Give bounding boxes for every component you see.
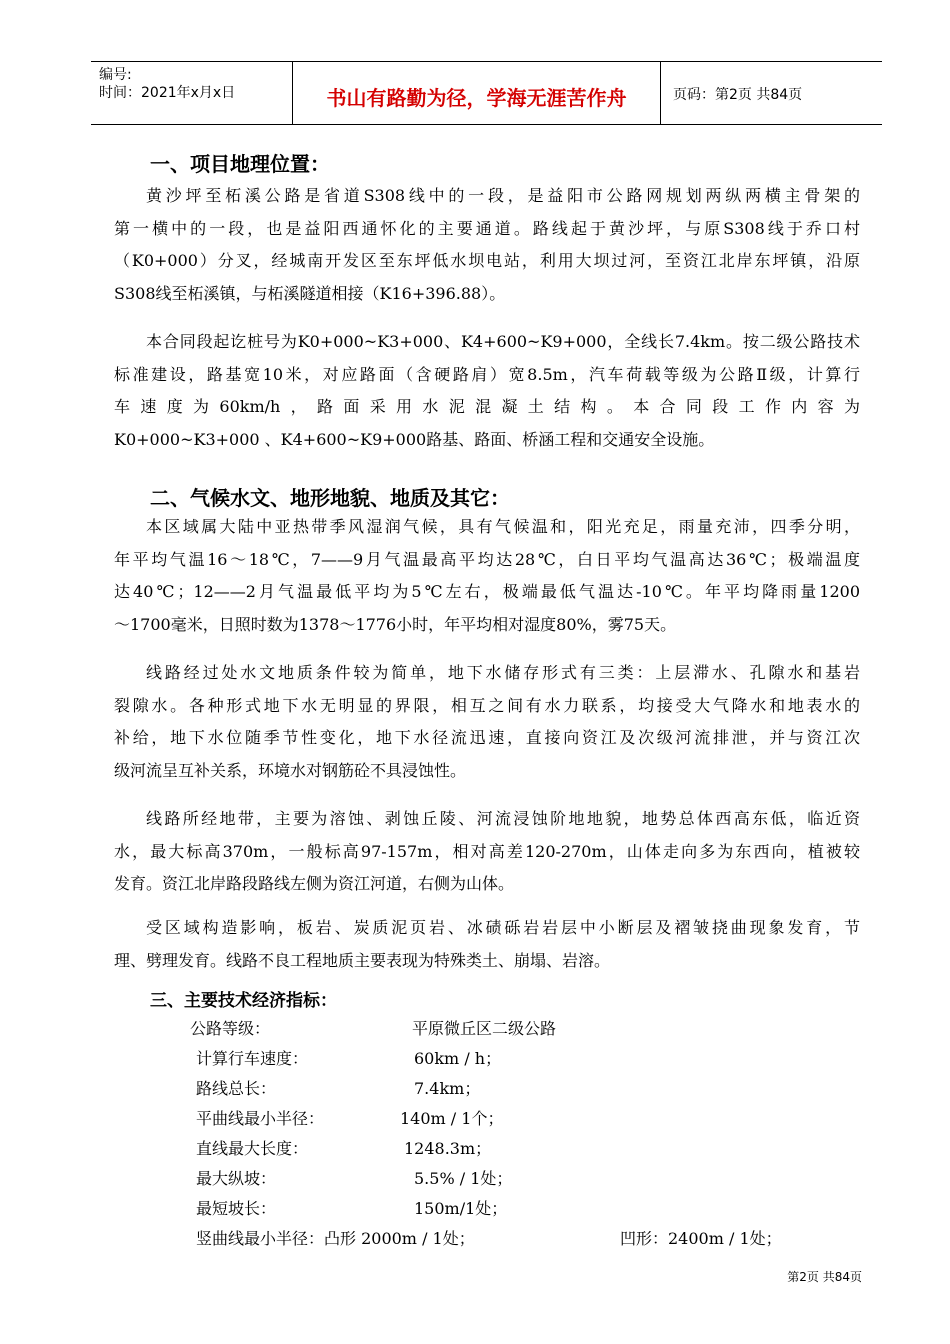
document-number-label: 编号:: [99, 67, 132, 83]
page-header: [91, 61, 882, 125]
spec-value: 5.5% / 1处；: [414, 1169, 513, 1188]
document-time: 时间：2021年x月x日: [99, 85, 236, 101]
section-title-location: 一、项目地理位置：: [150, 152, 330, 176]
text-line: （K0+000）分叉，经城南开发区至东坪低水坝电站，利用大坝过河，至资江北岸东坪镇，沿原: [114, 251, 860, 270]
spec-label: 路线总长：: [196, 1079, 277, 1098]
spec-label: 最大纵坡：: [196, 1169, 277, 1188]
header-divider: [660, 62, 661, 124]
text-line: 级河流呈互补关系，环境水对钢筋砼不具浸蚀性。: [114, 760, 467, 780]
spec-label: 竖曲线最小半径：凸形 2000m / 1处；: [196, 1229, 475, 1248]
text-line: 发育。资江北岸路段路线左侧为资江河道，右侧为山体。: [114, 874, 515, 893]
text-line: 受区域构造影响，板岩、炭质泥页岩、冰碛砾岩岩层中小断层及褶皱挠曲现象发育，节: [146, 918, 860, 937]
spec-value: 1248.3m；: [404, 1139, 492, 1158]
text-line: 标准建设，路基宽10米，对应路面（含硬路肩）宽8.5m，汽车荷载等级为公路Ⅱ级，计算行: [114, 364, 860, 384]
spec-label: 平曲线最小半径：: [196, 1109, 325, 1128]
paragraph-location-2: [114, 326, 860, 456]
paragraph-climate: [114, 511, 860, 641]
spec-value: 平原微丘区二级公路: [412, 1019, 557, 1038]
page-footer: 第2页 共84页: [787, 1270, 862, 1284]
spec-value: 凹形：2400m / 1处；: [620, 1229, 782, 1248]
header-page-number: 页码：第2页 共84页: [673, 87, 803, 103]
spec-label: 直线最大长度：: [196, 1139, 309, 1158]
paragraph-geology: [114, 912, 860, 977]
section-title-indicators: 三、主要技术经济指标：: [150, 991, 337, 1011]
paragraph-location-1: [114, 180, 860, 310]
spec-value: 60km / h；: [414, 1049, 502, 1068]
text-line: 线路所经地带，主要为溶蚀、剥蚀丘陵、河流浸蚀阶地地貌，地势总体西高东低，临近资: [146, 809, 860, 828]
text-line: 第一横中的一段，也是益阳西通怀化的主要通道。路线起于黄沙坪，与原S308线于乔口村: [114, 218, 860, 238]
text-line: 车速度为60km/h，路面采用水泥混凝土结构。本合同段工作内容为: [114, 397, 860, 416]
header-meta: [99, 66, 235, 102]
text-line: 本合同段起讫桩号为K0+000~K3+000、K4+600~K9+000，全线长7.4km。按二级公路技术: [146, 332, 860, 351]
text-line: 达40℃；12——2月气温最低平均为5℃左右，极端最低气温达-10℃。年平均降雨量1200: [114, 582, 860, 601]
spec-value: 150m/1处；: [414, 1199, 508, 1218]
spec-label: 公路等级：: [190, 1019, 271, 1038]
spec-label: 最短坡长：: [196, 1199, 277, 1218]
header-motto: 书山有路勤为径，学海无涯苦作舟: [326, 86, 627, 110]
text-line: ～1700毫米，日照时数为1378～1776小时，年平均相对湿度80%，雾75天。: [114, 614, 677, 634]
text-line: 线路经过处水文地质条件较为简单，地下水储存形式有三类：上层滞水、孔隙水和基岩: [146, 663, 860, 682]
text-line: K0+000~K3+000 、K4+600~K9+000路基、路面、桥涵工程和交通安全设施。: [114, 429, 715, 449]
spec-value: 140m / 1个；: [400, 1109, 504, 1128]
text-line: 补给，地下水位随季节性变化，地下水径流迅速，直接向资江及次级河流排泄，并与资江次: [114, 728, 860, 747]
spec-value: 7.4km；: [414, 1079, 481, 1098]
text-line: 水，最大标高370m，一般标高97-157m，相对高差120-270m，山体走向多为东西向，植被较: [114, 841, 860, 861]
text-line: 本区域属大陆中亚热带季风湿润气候，具有气候温和，阳光充足，雨量充沛，四季分明，: [146, 517, 860, 536]
text-line: 黄沙坪至柘溪公路是省道S308线中的一段，是益阳市公路网规划两纵两横主骨架的: [146, 186, 860, 205]
paragraph-hydrology: [114, 657, 860, 787]
text-line: 年平均气温16～18℃，7——9月气温最高平均达28℃，白日平均气温高达36℃；极端温度: [114, 549, 860, 569]
text-line: 裂隙水。各种形式地下水无明显的界限，相互之间有水力联系，均接受大气降水和地表水的: [114, 695, 860, 715]
paragraph-terrain: [114, 803, 860, 901]
spec-label: 计算行车速度：: [196, 1049, 309, 1068]
text-line: 理、劈理发育。线路不良工程地质主要表现为特殊类土、崩塌、岩溶。: [114, 950, 611, 970]
text-line: S308线至柘溪镇，与柘溪隧道相接（K16+396.88）。: [114, 283, 506, 303]
section-title-climate: 二、气候水文、地形地貌、地质及其它：: [150, 486, 510, 510]
